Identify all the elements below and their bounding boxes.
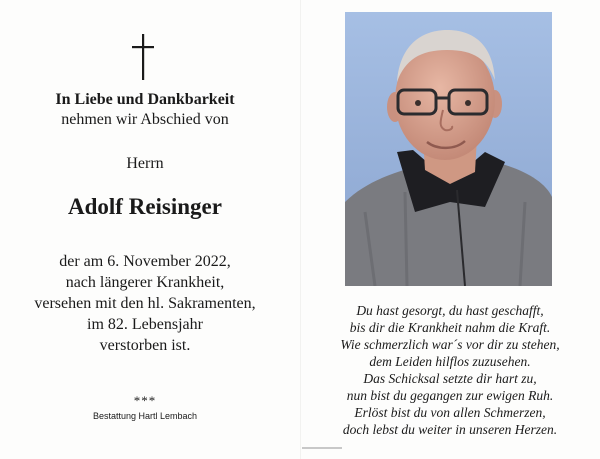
detail-line: im 82. Lebensjahr xyxy=(87,316,203,333)
portrait-illustration xyxy=(345,12,552,286)
card-fold xyxy=(300,0,301,459)
poem-line: Das Schicksal setzte dir hart zu, xyxy=(363,371,537,386)
detail-line: verstorben ist. xyxy=(99,337,191,354)
detail-line: nach längerer Krankheit, xyxy=(65,274,225,291)
detail-line: der am 6. November 2022, xyxy=(59,253,231,270)
print-mark xyxy=(302,447,342,449)
poem-line: Erlöst bist du von allen Schmerzen, xyxy=(354,405,546,420)
separator: *** xyxy=(133,393,157,408)
poem-line: Wie schmerzlich war´s vor dir zu stehen, xyxy=(340,337,560,352)
portrait-photo xyxy=(345,12,552,286)
poem-line: bis dir die Krankheit nahm die Kraft. xyxy=(349,320,551,335)
poem-line: dem Leiden hilflos zuzusehen. xyxy=(369,354,531,369)
deceased-name: Adolf Reisinger xyxy=(68,194,222,219)
poem-line: nun bist du gegangen zur ewigen Ruh. xyxy=(346,388,554,403)
detail-line: versehen mit den hl. Sakramenten, xyxy=(34,295,256,312)
salutation: Herrn xyxy=(126,155,164,172)
undertaker-name: Bestattung Hartl Lembach xyxy=(92,411,198,421)
poem-line: doch lebst du weiter in unseren Herzen. xyxy=(342,422,558,437)
intro-heading: In Liebe und Dankbarkeit xyxy=(55,91,235,108)
latin-cross-icon xyxy=(132,34,154,80)
intro-text: nehmen wir Abschied von xyxy=(61,111,229,128)
poem-line: Du hast gesorgt, du hast geschafft, xyxy=(356,303,544,318)
